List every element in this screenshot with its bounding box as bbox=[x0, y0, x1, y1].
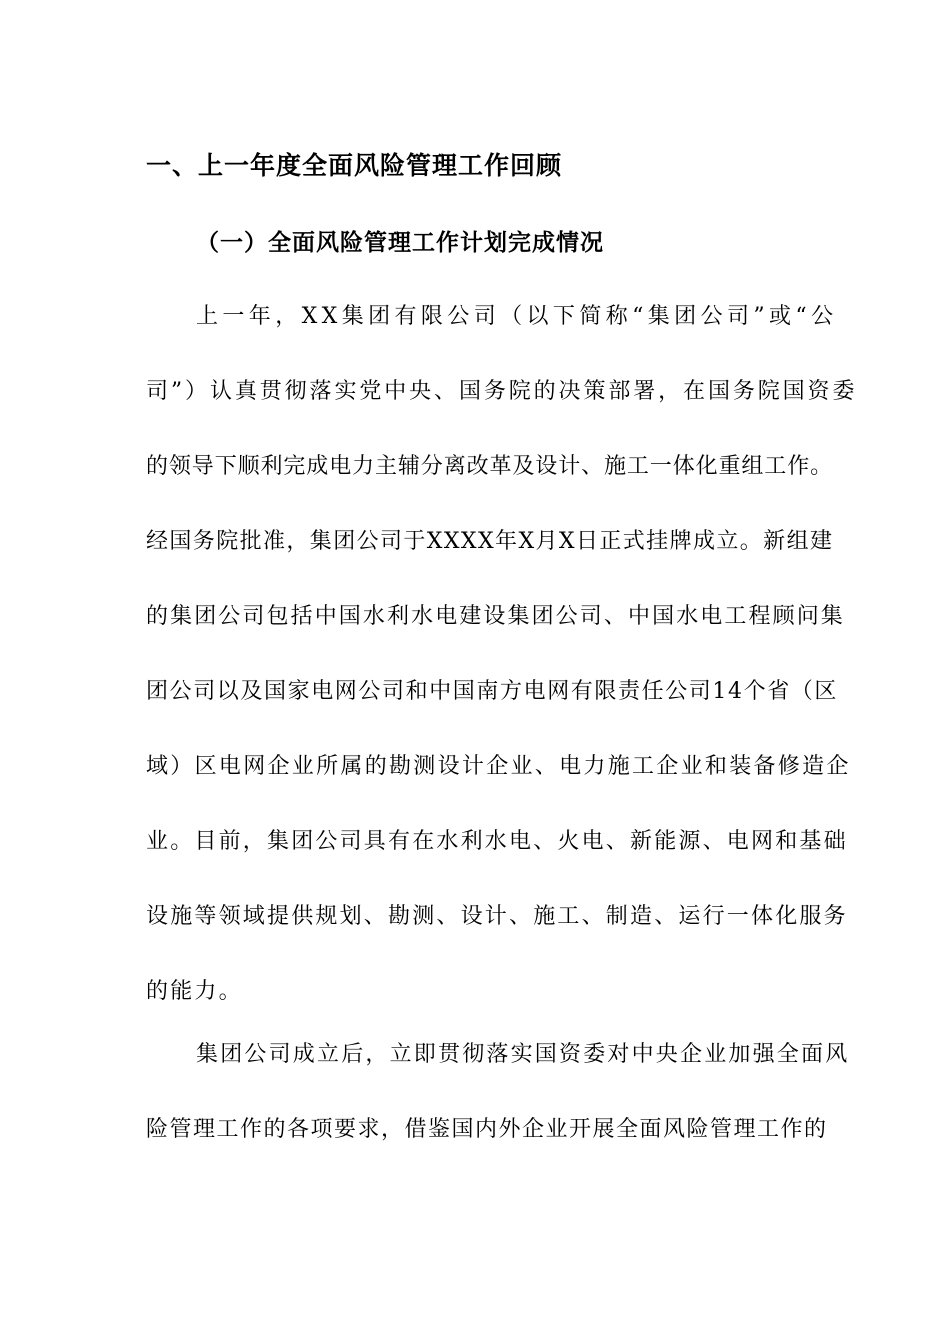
paragraph-line: 团公司以及国家电网公司和中国南方电网有限责任公司14个省（区 bbox=[146, 679, 838, 704]
paragraph-line: 的能力。 bbox=[146, 979, 243, 1004]
paragraph-line: 业。目前，集团公司具有在水利水电、火电、新能源、电网和基础 bbox=[146, 829, 848, 854]
subsection-heading: （一）全面风险管理工作计划完成情况 bbox=[196, 230, 604, 256]
paragraph-line: 经国务院批准，集团公司于XXXX年X月X日正式挂牌成立。新组建 bbox=[146, 529, 834, 554]
paragraph-line: 司”）认真贯彻落实党中央、国务院的决策部署，在国务院国资委 bbox=[146, 379, 858, 404]
paragraph-line: 险管理工作的各项要求，借鉴国内外企业开展全面风险管理工作的 bbox=[146, 1117, 828, 1142]
paragraph-line: 上一年，XX集团有限公司（以下简称“集团公司”或“公 bbox=[196, 304, 838, 329]
paragraph-line: 设施等领域提供规划、勘测、设计、施工、制造、运行一体化服务 bbox=[146, 904, 848, 929]
paragraph-line: 的领导下顺利完成电力主辅分离改革及设计、施工一体化重组工作。 bbox=[146, 454, 834, 479]
section-heading: 一、上一年度全面风险管理工作回顾 bbox=[146, 151, 563, 180]
paragraph-line: 域）区电网企业所属的勘测设计企业、电力施工企业和装备修造企 bbox=[146, 754, 851, 779]
paragraph-line: 集团公司成立后，立即贯彻落实国资委对中央企业加强全面风 bbox=[196, 1042, 850, 1067]
paragraph-line: 的集团公司包括中国水利水电建设集团公司、中国水电工程顾问集 bbox=[146, 604, 845, 629]
